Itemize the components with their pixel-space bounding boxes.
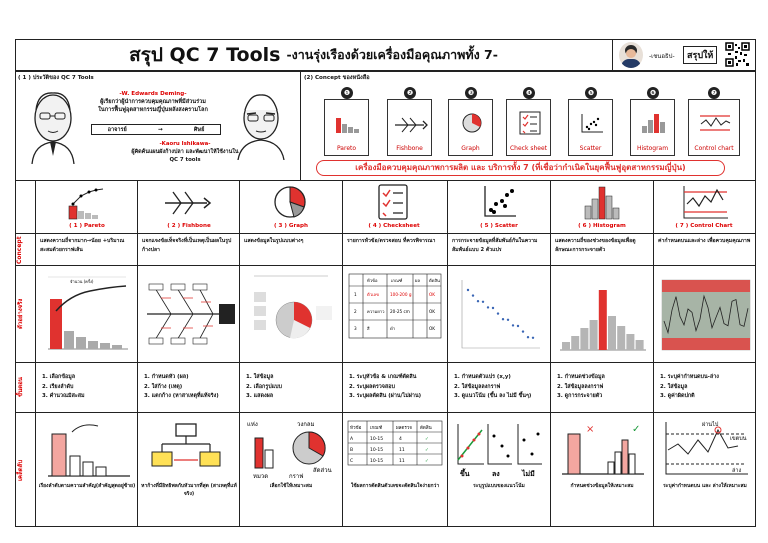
graph-icon (461, 112, 483, 134)
divider-line (15, 71, 756, 72)
fishbone-header-icon (163, 190, 213, 216)
sketch-label: ผ่านไป (702, 422, 719, 428)
step: 3. แตกก้าง (หาสาเหตุที่แท้จริง) (144, 393, 219, 399)
table-header: ผลตรวจ (396, 426, 412, 431)
histogram-bar (599, 290, 607, 350)
checksheet-icon (519, 111, 541, 135)
sketch-label: วงกลม (297, 421, 315, 428)
ishikawa-portrait (232, 88, 290, 160)
control-chart-sketch (658, 418, 753, 480)
step: 3. แสดงผล (246, 393, 274, 399)
column-title: ( 2 ) Fishbone (167, 223, 211, 229)
step: 1. กำหนดตัวแปร (x,y) (454, 374, 511, 380)
histogram-bar (562, 342, 570, 350)
sketch-label: แห่ง (247, 421, 258, 428)
table-cell: ตัวเลข (367, 292, 379, 297)
table-cell: ความยาว (367, 309, 385, 314)
scatter-point (527, 336, 529, 338)
tool-card-checksheet[interactable] (506, 89, 551, 156)
steps-list (660, 373, 719, 402)
tool-number: ❶ (341, 87, 353, 99)
table-cell: OK (429, 326, 436, 331)
steps-list (144, 373, 219, 402)
summary-caption: กำหนดช่วงข้อมูลให้เหมาะสม (570, 483, 634, 489)
table-cell: 11 (399, 459, 405, 464)
column-title: ( 3 ) Graph (274, 223, 308, 229)
histogram-bar (571, 336, 579, 350)
row-label-summary: เคล็ดลับ (17, 459, 24, 481)
ishikawa-info (130, 140, 240, 164)
tool-number: ❹ (523, 87, 535, 99)
author-label: -เชนอธิป- (649, 53, 675, 60)
tool-label: Pareto (336, 145, 357, 152)
steps-list (246, 373, 282, 402)
scatter-point (492, 307, 494, 309)
column-title: ( 5 ) Scatter (480, 223, 518, 229)
summary-caption: ระบุค่ากำหนดบน และ ล่างให้เหมาะสม (663, 483, 747, 489)
tool-card-histogram[interactable] (630, 89, 675, 156)
deming-portrait (24, 84, 82, 164)
tool-card-pareto[interactable] (324, 89, 369, 156)
control-chart-icon (699, 112, 731, 134)
column-title: ( 6 ) Histogram (578, 223, 626, 229)
divider-line (550, 180, 551, 527)
step: 2. ใส่ข้อมูล (660, 383, 688, 390)
tool-number: ❺ (585, 87, 597, 99)
check-icon: ✓ (632, 424, 641, 435)
table-cell: 10-15 (370, 437, 384, 442)
step: 2. ใส่ข้อมูลลงกราฟ (454, 383, 501, 390)
tool-card-scatter[interactable] (568, 89, 613, 156)
table-cell: 2 (354, 309, 357, 314)
graph-header-icon (272, 184, 308, 220)
histogram-bar (636, 340, 644, 350)
histogram-sketch (558, 418, 648, 478)
tool-label: Histogram (636, 145, 669, 152)
histogram-bar (608, 316, 616, 350)
histogram-example-chart (554, 270, 650, 358)
scatter-point (507, 319, 509, 321)
concept-text: แสดงความถี่จากมาก→น้อย +บริมาณสะสมด้วยกราฟเส้น (40, 238, 125, 253)
step: 3. ดูการกระจายตัว (557, 393, 603, 399)
summary-caption: เรียงลำดับตามความสำคัญ(สำคัญสุดอยู่ซ้าย) (38, 483, 136, 489)
fishbone-example-chart (141, 280, 237, 348)
pareto-header-icon (65, 184, 109, 220)
step: 1. ระบุค่ากำหนดบน-ล่าง (660, 374, 719, 380)
sketch-label: หมวด (253, 473, 269, 480)
divider-line (15, 362, 756, 363)
tool-card-graph[interactable] (448, 89, 493, 156)
tool-number: ❷ (404, 87, 416, 99)
divider-line (35, 180, 36, 527)
concept-text: ค่ากำหนดบนและล่าง เพื่อควบคุมคุณภาพ (658, 238, 751, 244)
sketch-label: ขึ้น (460, 470, 470, 478)
tool-number: ❸ (465, 87, 477, 99)
column-title: ( 4 ) Checksheet (368, 223, 420, 229)
section1-heading: ( 1 ) ประวัติของ QC 7 Tools (18, 75, 94, 81)
table-cell: สี (367, 326, 370, 331)
concept-text: แจกแจงข้อเท็จจริงที่เป็นเหตุเป็นผลในรูปก้างปลา (142, 238, 232, 253)
scatter-point (477, 300, 479, 302)
table-cell: 11 (399, 448, 405, 453)
deming-info (98, 90, 208, 114)
sketch-label: ไม่มี (522, 470, 535, 478)
pareto-icon (335, 114, 361, 134)
table-header: ตัดสิน (420, 426, 432, 431)
table-cell: ✓ (425, 448, 429, 453)
table-header: เกณฑ์ (391, 278, 403, 283)
steps-list (42, 373, 85, 402)
fishbone-icon (394, 117, 428, 133)
table-cell: 10-15 (370, 448, 384, 453)
divider-line (653, 180, 654, 527)
table-header: ผล (415, 278, 421, 283)
step: 1. กำหนดช่วงข้อมูล (557, 374, 605, 380)
title-main: สรุป QC 7 Tools (129, 43, 281, 66)
row-label-concept: Concept (16, 236, 23, 264)
histogram-bar (617, 326, 625, 350)
scatter-point (472, 294, 474, 296)
divider-line (342, 180, 343, 527)
table-cell: ✓ (425, 437, 429, 442)
sketch-label: ล่าง (732, 468, 742, 474)
pareto-legend: จำนวน (ครั้ง) (70, 279, 94, 284)
tools-banner: เครื่องมือควบคุมคุณภาพการผลิต และ บริการทั้ง 7 (ที่เชื่อว่ากำเนิดในยุคฟื้นฟูอุตสาหกรรมญี่ปุ่น) (316, 160, 725, 176)
step: 2. ระบุผลตรวจสอบ (349, 383, 395, 390)
table-cell: 3 (354, 326, 357, 331)
teacher-student-box (91, 124, 221, 135)
histogram-bar (580, 328, 588, 350)
scatter-header-icon (482, 184, 518, 218)
scatter-example-chart (452, 270, 546, 358)
step: 1. ใส่ข้อมูล (246, 374, 274, 380)
table-cell: 10-15 (370, 459, 384, 464)
steps-list (349, 373, 421, 402)
tool-number: ❻ (647, 87, 659, 99)
section1-divider (300, 71, 301, 180)
table-cell: 20-25 cm (390, 309, 410, 314)
tool-number: ❼ (708, 87, 720, 99)
tool-label: Scatter (579, 145, 602, 152)
steps-list (557, 373, 605, 402)
table-cell: 4 (399, 437, 402, 442)
scatter-point (532, 337, 534, 339)
sketch-label: สัดส่วน (313, 467, 332, 474)
summary-caption: หาก้างที่มีอิทธิพลกับหัวมากที่สุด (สาเหตุที่แท้จริง) (141, 483, 237, 497)
brand-logo: สรุปให้ (683, 46, 717, 64)
divider-line (15, 265, 756, 266)
step: 2. ใส่ข้อมูลลงกราฟ (557, 383, 604, 390)
teacher-label: อาจารย์ (107, 126, 127, 133)
ishikawa-desc: ผู้คิดค้นแผนผังก้างปลา และพัฒนาให้ใช้งานใน QC 7 tools (131, 149, 239, 163)
summary-caption: เลือกใช้ให้เหมาะสม (269, 483, 313, 489)
scatter-icon (580, 113, 604, 133)
table-cell: OK (429, 309, 436, 314)
scatter-point (487, 306, 489, 308)
column-title: ( 7 ) Control Chart (675, 223, 733, 229)
graph-example-chart (244, 270, 338, 358)
avatar (619, 42, 643, 68)
divider-line (15, 412, 756, 413)
column-title: ( 1 ) Pareto (69, 223, 105, 229)
table-cell: ✓ (425, 459, 429, 464)
pareto-example-chart (40, 269, 134, 359)
scatter-point (502, 318, 504, 320)
step: 1. เลือกข้อมูล (42, 374, 76, 380)
checksheet-example-table (347, 272, 443, 342)
steps-list (454, 373, 531, 402)
qr-code-icon[interactable] (725, 42, 750, 67)
brand-block (613, 39, 756, 71)
fishbone-sketch (148, 420, 230, 478)
step: 3. ดูแนวโน้ม (ขึ้น ลง ไม่มี ขึ้นๆ) (454, 393, 532, 399)
table-header: หัวข้อ (367, 278, 378, 283)
histogram-bar (626, 334, 634, 350)
tool-label: Graph (461, 145, 480, 152)
divider-line (15, 180, 756, 181)
table-cell: C (350, 459, 354, 464)
table-cell: OK (429, 292, 436, 297)
tool-label: Fishbone (396, 145, 423, 152)
checksheet-header-icon (377, 183, 409, 221)
pareto-sketch (42, 418, 134, 480)
row-label-steps: ขั้นตอน (17, 377, 24, 398)
step: 2. เลือกรูปแบบ (246, 383, 282, 390)
ishikawa-name: -Kaoru Ishikawa- (159, 141, 211, 147)
sketch-label: เขตบน (730, 436, 747, 442)
deming-desc: ผู้เรียกว่าผู้นำการควบคุมคุณภาพที่มีส่วนร่วมในการฟื้นฟูอุตสาหกรรมญี่ปุ่นหลังสงครามโลก (98, 99, 208, 113)
step: 2. ใส่ก้าง (เหตุ) (144, 383, 183, 390)
step: 2. เรียงลำดับ (42, 383, 74, 390)
table-cell: A (350, 437, 354, 442)
concept-text: แสดงความถี่ของช่วงของข้อมูลเพื่อดูลักษณะการกระจายตัว (555, 238, 636, 253)
sketch-label: กราฟ (289, 473, 304, 480)
scatter-point (512, 324, 514, 326)
divider-line (447, 180, 448, 527)
deming-name: -W. Edwards Deming- (119, 91, 187, 97)
table-header: หัวข้อ (350, 426, 362, 431)
table-cell: 100-200 g (390, 292, 412, 297)
table-cell: ดำ (390, 326, 396, 331)
step: 3. ดูค่าผิดปกติ (660, 393, 695, 399)
table-header: เกณฑ์ (370, 426, 383, 431)
checksheet-sketch-table (347, 420, 445, 468)
step: 1. กำหนดหัว (ผล) (144, 374, 189, 380)
histogram-bar (590, 320, 598, 350)
table-header: ตัดสิน (429, 278, 440, 283)
sketch-label: ลง (492, 470, 500, 478)
student-label: ศิษย์ (193, 126, 205, 133)
summary-caption: ใช้ผลการตัดสินตัวเลขจะตัดสินใจง่ายกว่า (350, 483, 440, 489)
tool-card-control-chart[interactable] (688, 89, 740, 156)
divider-line (15, 233, 756, 234)
summary-caption: ระบุรูปแบบของแนวโน้ม (473, 483, 525, 489)
control-chart-header-icon (681, 184, 729, 220)
tool-label: Control chart (694, 145, 734, 152)
step: 3. คำนวณมิสะสม (42, 393, 85, 399)
title-sub: -งานรุ่งเรืองด้วยเครื่องมือคุณภาพทั้ง 7- (286, 46, 498, 62)
concept-text: รายการหัวข้อ/ตรวจสอบ ที่ควรพิจารณา (347, 238, 436, 244)
divider-line (137, 180, 138, 527)
step: 1. ระบุหัวข้อ & เกณฑ์ตัดสิน (349, 374, 417, 380)
graph-sketch (245, 418, 339, 480)
cross-icon: × (586, 424, 595, 435)
page-title (15, 39, 613, 71)
scatter-sketch (452, 420, 546, 480)
concept-text: การกระจายข้อมูลที่สัมพันธ์กันในความสัมพันธ์แบบ 2 ตัวแปร (452, 238, 538, 253)
scatter-point (517, 325, 519, 327)
section2-heading: (2) Concept ของหนังสือ (304, 75, 370, 81)
row-label-example: ตัวอย่างจริง (17, 298, 24, 330)
tool-card-fishbone[interactable] (387, 89, 432, 156)
scatter-point (497, 312, 499, 314)
step: 3. ระบุผลตัดสิน (ผ่าน/ไม่ผ่าน) (349, 393, 422, 399)
concept-text: แสดงข้อมูลในรูปแบบต่างๆ (244, 238, 304, 244)
scatter-point (482, 301, 484, 303)
histogram-icon (640, 112, 668, 134)
table-cell: B (350, 448, 354, 453)
tool-label: Check sheet (509, 145, 548, 152)
scatter-point (522, 330, 524, 332)
arrow-right-icon: → (157, 126, 163, 133)
scatter-point (467, 289, 469, 291)
histogram-header-icon (582, 184, 622, 220)
divider-line (239, 180, 240, 527)
table-cell: 1 (354, 292, 357, 297)
control-chart-example (656, 270, 753, 358)
